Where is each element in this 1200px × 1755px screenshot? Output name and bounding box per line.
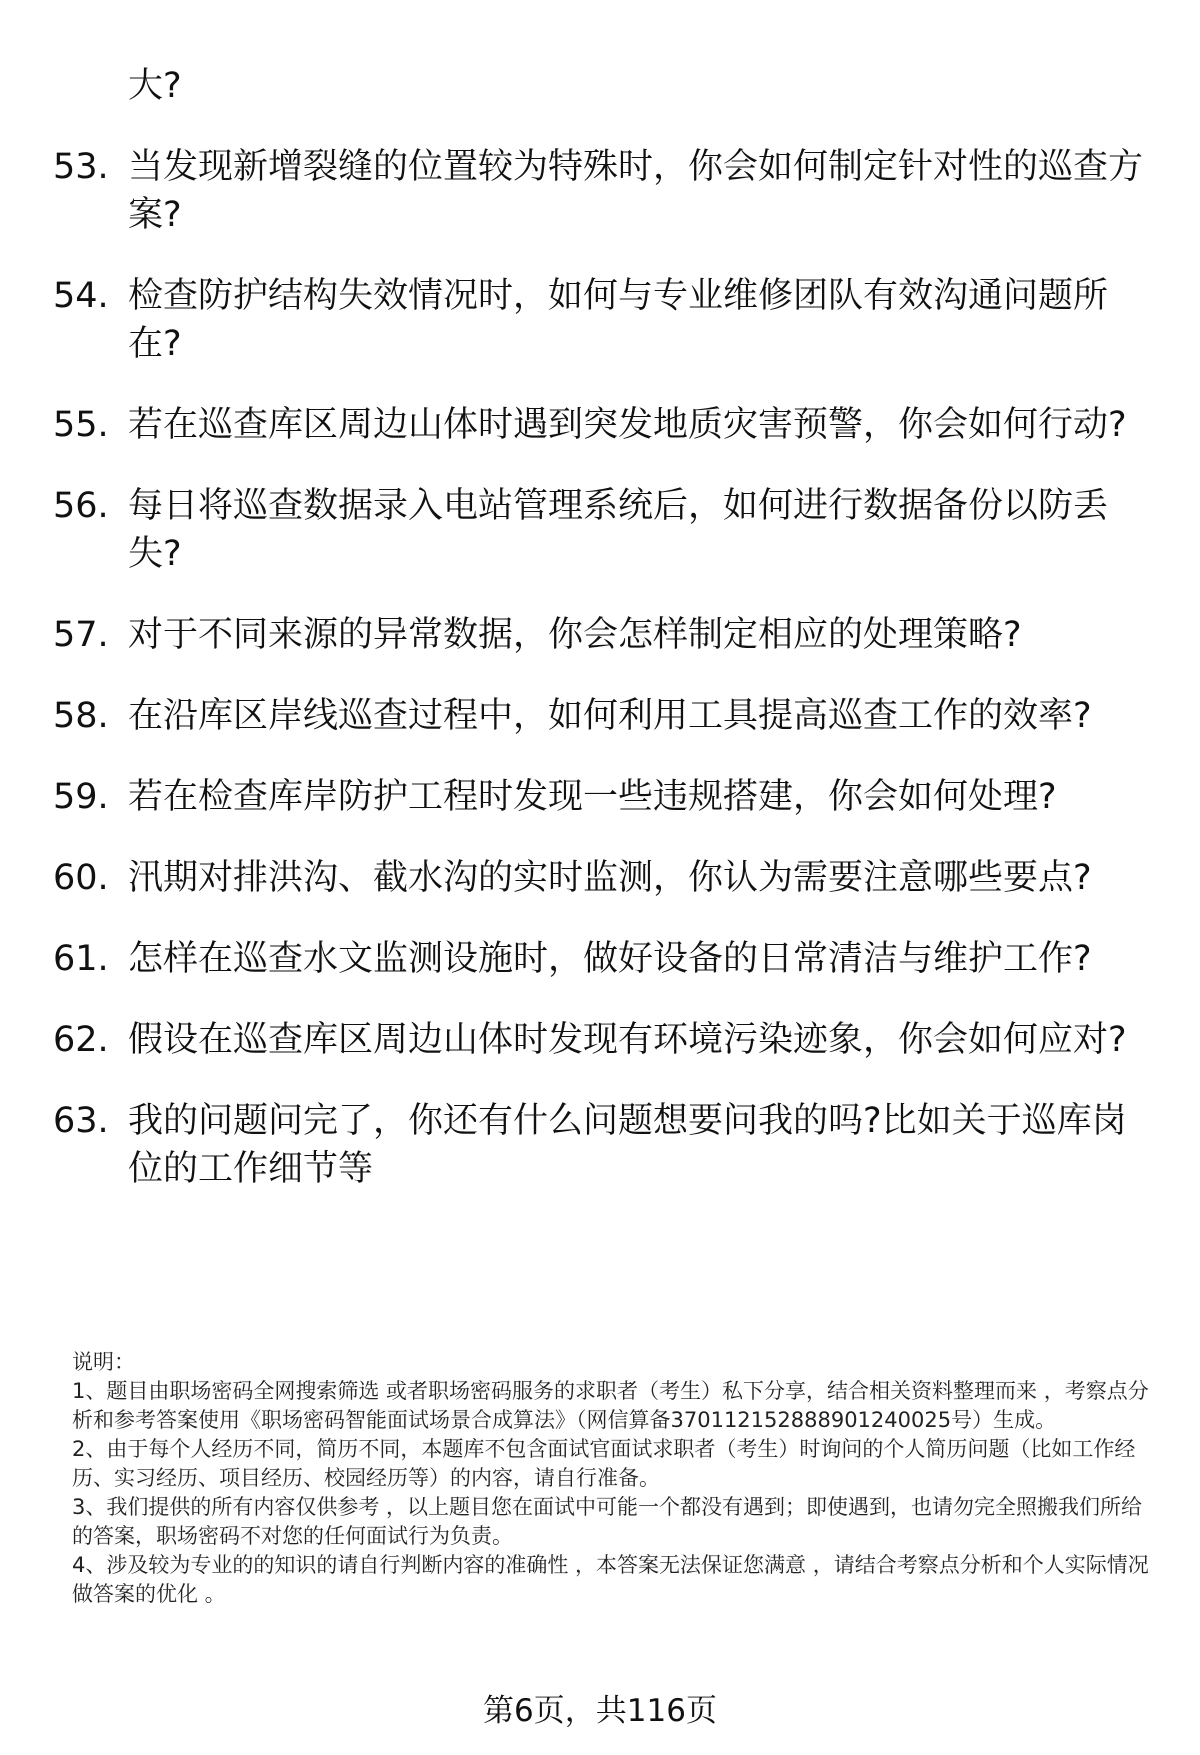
note-item: 4、涉及较为专业的的知识的请自行判断内容的准确性 ，本答案无法保证您满意 ，请结合考察点分析和个人实际情况做答案的优化 。 bbox=[72, 1553, 1149, 1606]
question-text: 当发现新增裂缝的位置较为特殊时，你会如何制定针对性的巡查方案? bbox=[128, 147, 1144, 235]
question-number: 57. bbox=[53, 615, 109, 655]
question-number: 53. bbox=[53, 147, 109, 187]
page-number: 第6页，共116页 bbox=[483, 1693, 717, 1729]
question-number: 62. bbox=[53, 1020, 109, 1060]
question-item bbox=[0, 272, 1200, 368]
question-continuation bbox=[0, 62, 1200, 110]
question-number: 54. bbox=[53, 276, 109, 316]
question-text: 每日将巡查数据录入电站管理系统后，如何进行数据备份以防丢失? bbox=[128, 486, 1109, 574]
question-item bbox=[0, 482, 1200, 578]
question-text: 怎样在巡查水文监测设施时，做好设备的日常清洁与维护工作? bbox=[128, 939, 1092, 979]
question-number: 63. bbox=[53, 1101, 109, 1141]
question-item bbox=[0, 1016, 1200, 1064]
question-text: 在沿库区岸线巡查过程中，如何利用工具提高巡查工作的效率? bbox=[128, 696, 1092, 736]
notes-title: 说明： bbox=[72, 1350, 135, 1374]
question-text: 大? bbox=[128, 66, 182, 106]
question-number: 58. bbox=[53, 696, 109, 736]
question-number: 56. bbox=[53, 486, 109, 526]
question-text: 假设在巡查库区周边山体时发现有环境污染迹象，你会如何应对? bbox=[128, 1020, 1127, 1060]
question-item bbox=[0, 611, 1200, 659]
question-number: 60. bbox=[53, 858, 109, 898]
question-text: 检查防护结构失效情况时，如何与专业维修团队有效沟通问题所在? bbox=[128, 276, 1109, 364]
question-text: 若在检查库岸防护工程时发现一些违规搭建，你会如何处理? bbox=[128, 777, 1057, 817]
note-item: 1、题目由职场密码全网搜索筛选 或者职场密码服务的求职者（考生）私下分享，结合相关资料整理而来 ，考察点分析和参考答案使用《职场密码智能面试场景合成算法》（网信算备370112152888901240025号）生成。 bbox=[72, 1379, 1149, 1432]
question-number: 55. bbox=[53, 405, 109, 445]
question-text: 我的问题问完了，你还有什么问题想要问我的吗?比如关于巡库岗位的工作细节等 bbox=[128, 1101, 1127, 1189]
question-item bbox=[0, 935, 1200, 983]
question-text: 若在巡查库区周边山体时遇到突发地质灾害预警，你会如何行动? bbox=[128, 405, 1127, 445]
question-item bbox=[0, 773, 1200, 821]
question-item bbox=[0, 854, 1200, 902]
question-text: 汛期对排洪沟、截水沟的实时监测，你认为需要注意哪些要点? bbox=[128, 858, 1092, 898]
question-number: 61. bbox=[53, 939, 109, 979]
notes-section bbox=[72, 1348, 1162, 1609]
question-number: 59. bbox=[53, 777, 109, 817]
question-text: 对于不同来源的异常数据，你会怎样制定相应的处理策略? bbox=[128, 615, 1022, 655]
question-item bbox=[0, 401, 1200, 449]
note-item: 2、由于每个人经历不同，简历不同，本题库不包含面试官面试求职者（考生）时询问的个人简历问题（比如工作经历、实习经历、项目经历、校园经历等）的内容，请自行准备。 bbox=[72, 1437, 1136, 1490]
question-item bbox=[0, 143, 1200, 239]
question-item bbox=[0, 692, 1200, 740]
question-item bbox=[0, 1097, 1200, 1193]
question-list bbox=[0, 62, 1200, 1226]
note-item: 3、我们提供的所有内容仅供参考 ，以上题目您在面试中可能一个都没有遇到；即使遇到，也请勿完全照搬我们所给的答案，职场密码不对您的任何面试行为负责。 bbox=[72, 1495, 1143, 1548]
